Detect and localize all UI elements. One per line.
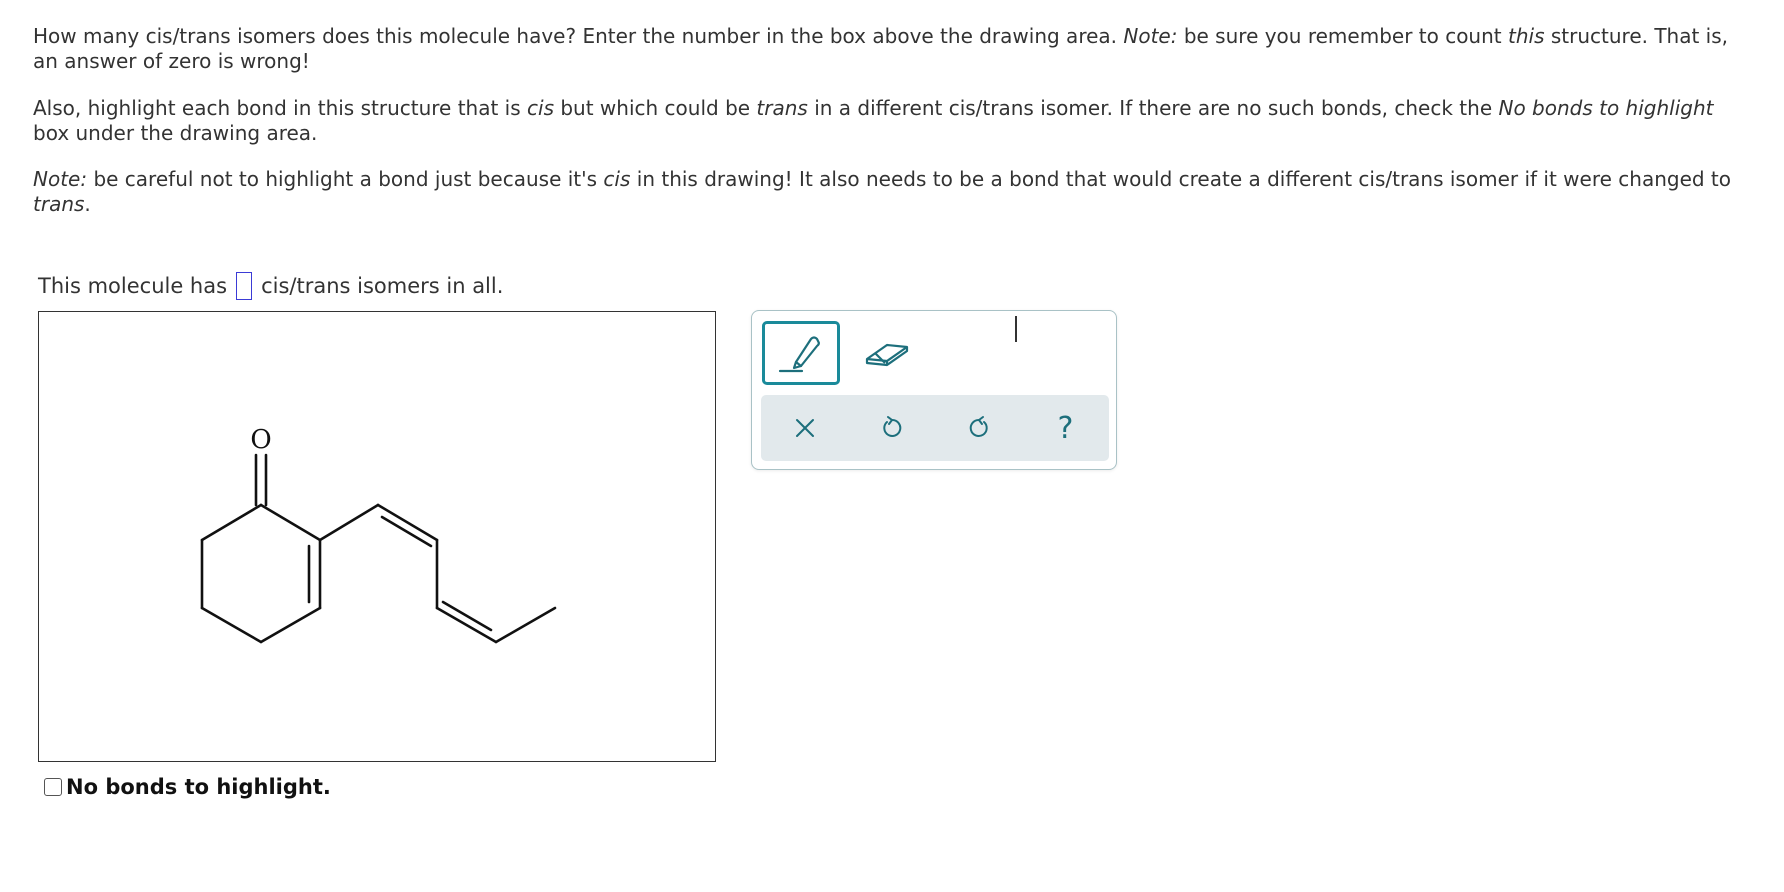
clear-button[interactable] (761, 395, 848, 461)
undo-button[interactable] (848, 395, 935, 461)
instruction-text-run: How many cis/trans isomers does this molecule have? Enter the number in the box above the drawing area. (33, 24, 1124, 48)
ring-bond-c3-c4[interactable] (261, 608, 320, 642)
instruction-text-run: this (1508, 24, 1545, 48)
highlighter-icon (778, 332, 824, 374)
instruction-text-run: . (84, 192, 91, 216)
no-bonds-checkbox[interactable] (44, 778, 62, 796)
no-bonds-label[interactable]: No bonds to highlight. (66, 775, 331, 799)
ring-bond-c4-c5[interactable] (202, 608, 261, 642)
instructions-paragraph-3 (33, 167, 1753, 217)
instruction-text-run: in this drawing! It also needs to be a bond that would create a different cis/trans isomer if it were changed to (630, 167, 1732, 191)
instructions-paragraph-2 (33, 96, 1753, 146)
no-bonds-option (44, 775, 331, 799)
instruction-text-run: Also, highlight each bond in this structure that is (33, 96, 528, 120)
drawing-area[interactable] (38, 311, 716, 762)
highlight-tool-button[interactable] (762, 321, 840, 385)
molecule-structure (39, 312, 715, 761)
instruction-text-run: structure. That is, an answer of zero is wrong! (33, 24, 1729, 73)
help-button[interactable] (1022, 395, 1109, 461)
instruction-text-run: box under the drawing area. (33, 121, 318, 145)
instruction-text-run: in a different cis/trans isomer. If there are no such bonds, check the (807, 96, 1499, 120)
instruction-text-run: be careful not to highlight a bond just because it's (87, 167, 604, 191)
drawing-toolbox (751, 310, 1117, 470)
redo-icon (966, 415, 992, 441)
ring-bond-c6-c1[interactable] (202, 505, 261, 540)
instructions-paragraph-1 (33, 24, 1753, 74)
chain-double-bond-1[interactable] (378, 505, 437, 540)
close-icon (793, 416, 817, 440)
text-cursor (1015, 316, 1017, 342)
chain-double-bond-2[interactable] (437, 608, 496, 642)
chain-bond-3[interactable] (496, 608, 555, 642)
redo-button[interactable] (935, 395, 1022, 461)
answer-suffix: cis/trans isomers in all. (261, 274, 504, 298)
instruction-text-run: trans (33, 192, 85, 216)
help-icon: ? (1057, 410, 1074, 446)
instruction-text-run: cis (603, 167, 631, 191)
eraser-icon (863, 333, 911, 373)
eraser-tool-button[interactable] (848, 321, 926, 385)
undo-icon (879, 415, 905, 441)
action-bar (761, 395, 1109, 461)
instruction-text-run: cis (527, 96, 554, 120)
instruction-text-run: trans (756, 96, 808, 120)
ring-bond-c1-c2[interactable] (261, 505, 320, 540)
isomer-count-input[interactable] (236, 272, 252, 300)
instruction-text-run: No bonds to highlight (1498, 96, 1714, 120)
chain-bond-1[interactable] (320, 505, 378, 540)
oxygen-atom-label: O (250, 425, 272, 455)
instruction-text-run: but which could be (554, 96, 757, 120)
instruction-text-run: Note: (1123, 24, 1178, 48)
instruction-text-run: Note: (33, 167, 88, 191)
instruction-text-run: be sure you remember to count (1177, 24, 1508, 48)
answer-sentence (38, 272, 503, 300)
answer-prefix: This molecule has (38, 274, 228, 298)
